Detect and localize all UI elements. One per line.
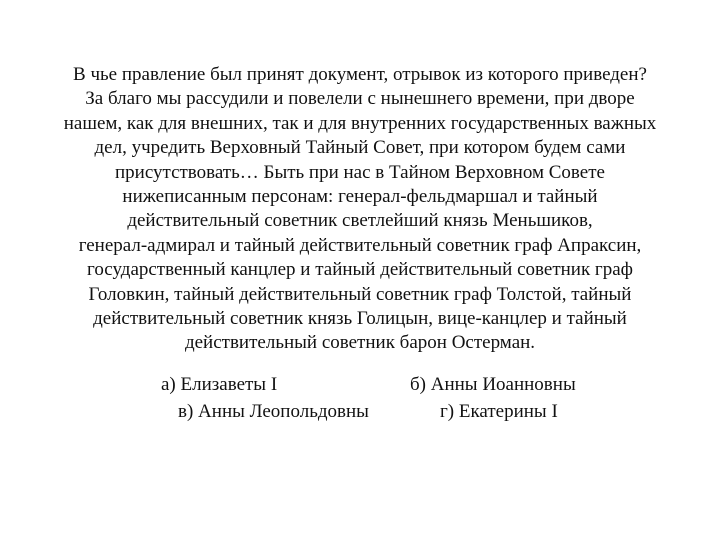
question-line: нашем, как для внешних, так и для внутренних государственных важных — [63, 112, 657, 134]
question-line: В чье правление был принят документ, отрывок из которого приведен? — [73, 64, 647, 85]
question-text — [40, 63, 680, 356]
answer-option-c: в) Анны Леопольдовны — [178, 401, 369, 422]
question-line: генерал-адмирал и тайный действительный советник граф Апраксин, — [78, 234, 642, 256]
question-line: действительный советник князь Голицын, вице-канцлер и тайный — [93, 308, 627, 330]
question-line: дел, учредить Верховный Тайный Совет, при котором будем сами — [94, 137, 626, 159]
question-line: действительный советник барон Остерман. — [184, 332, 536, 354]
answer-option-b: б) Анны Иоанновны — [410, 374, 576, 395]
question-line: государственный канцлер и тайный действительный советник граф — [87, 259, 633, 281]
answer-option-d: г) Екатерины I — [440, 401, 558, 422]
question-line: нижеписанным персонам: генерал-фельдмаршал и тайный — [122, 186, 598, 208]
answer-option-a: а) Елизаветы I — [161, 374, 278, 395]
question-line: присутствовать… Быть при нас в Тайном Верховном Совете — [115, 161, 605, 183]
question-line: действительный советник светлейший князь Меньшиков, — [127, 210, 593, 232]
question-line: За благо мы рассудили и повелели с нынешнего времени, при дворе — [85, 88, 635, 110]
question-line: Головкин, тайный действительный советник граф Толстой, тайный — [88, 283, 632, 305]
